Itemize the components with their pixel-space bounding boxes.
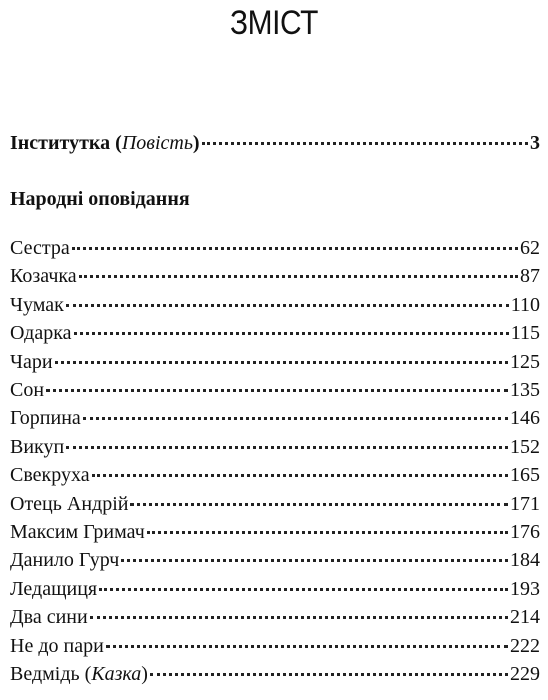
genre-label: Казка [91, 663, 142, 685]
toc-entry [10, 237, 540, 261]
dot-leader [121, 559, 508, 562]
toc-entry-title: Інститутка (Повість) [10, 132, 200, 154]
toc-entry [10, 265, 540, 289]
toc-entry-title: Два сини [10, 606, 88, 629]
page-number: 184 [510, 549, 540, 572]
toc-entry-title: Одарка [10, 322, 72, 345]
page-number: 152 [510, 435, 540, 458]
dot-leader [99, 588, 508, 591]
page-number: 229 [510, 663, 540, 685]
toc-entry-title: Ведмідь (Казка) [10, 663, 148, 685]
page-number: 115 [510, 322, 540, 345]
page-number: 87 [520, 265, 540, 288]
toc-entry-title: Чари [10, 350, 53, 373]
toc-entry-title: Чумак [10, 293, 64, 316]
toc-entry-title: Не до пари [10, 634, 104, 657]
page-number: 146 [510, 407, 540, 430]
toc-entry [10, 635, 540, 659]
toc-entry [10, 322, 540, 346]
section-heading: Народні оповідання [10, 188, 190, 210]
toc-entry-last [10, 663, 540, 687]
toc-entry-title: Горпина [10, 407, 81, 430]
toc-entry-title: Сестра [10, 237, 70, 259]
toc-entry [10, 549, 540, 573]
toc-entry [10, 493, 540, 517]
toc-entry-title: Отець Андрій [10, 492, 129, 515]
dot-leader [150, 673, 508, 676]
toc-entry [10, 407, 540, 431]
page-number: 214 [510, 606, 540, 629]
toc-entry [10, 578, 540, 602]
toc-entry [10, 464, 540, 488]
toc-entry-title: Сон [10, 379, 45, 401]
page-number: 193 [510, 577, 540, 600]
toc-entry [10, 606, 540, 630]
page-number: 125 [510, 350, 540, 373]
dot-leader [74, 332, 509, 335]
toc-entry-title: Данило Гурч [10, 549, 120, 572]
toc-entry-title: Викуп [10, 435, 65, 458]
dot-leader [46, 389, 508, 392]
page-number: 176 [510, 521, 540, 543]
dot-leader [202, 142, 528, 145]
toc-entry [10, 521, 540, 545]
dot-leader [83, 417, 508, 420]
page-number: 222 [510, 634, 540, 657]
page-title: ЗМІСТ [230, 4, 318, 42]
toc-entry-title: Свекруха [10, 464, 90, 487]
page-number: 62 [520, 237, 540, 259]
page-number: 3 [530, 132, 540, 154]
dot-leader [79, 275, 518, 278]
page-number: 171 [510, 492, 540, 515]
dot-leader [66, 446, 508, 449]
genre-label: Повість [121, 132, 193, 154]
toc-entry-title: Козачка [10, 265, 77, 288]
toc-entry [10, 436, 540, 460]
toc-entry-title: Ледащиця [10, 577, 98, 600]
dot-leader [66, 304, 509, 307]
page-number: 165 [510, 464, 540, 487]
dot-leader [130, 503, 508, 506]
page-number: 110 [510, 293, 540, 316]
dot-leader [90, 616, 508, 619]
dot-leader [106, 645, 508, 648]
dot-leader [92, 474, 508, 477]
toc-entry [10, 294, 540, 318]
toc-entry-lead [10, 132, 540, 156]
dot-leader [72, 247, 518, 250]
dot-leader [55, 361, 508, 364]
toc-entry-title: Максим Гримач [10, 521, 145, 543]
toc-entry [10, 379, 540, 403]
page-number: 135 [510, 379, 540, 401]
toc-entry [10, 351, 540, 375]
dot-leader [147, 531, 508, 534]
